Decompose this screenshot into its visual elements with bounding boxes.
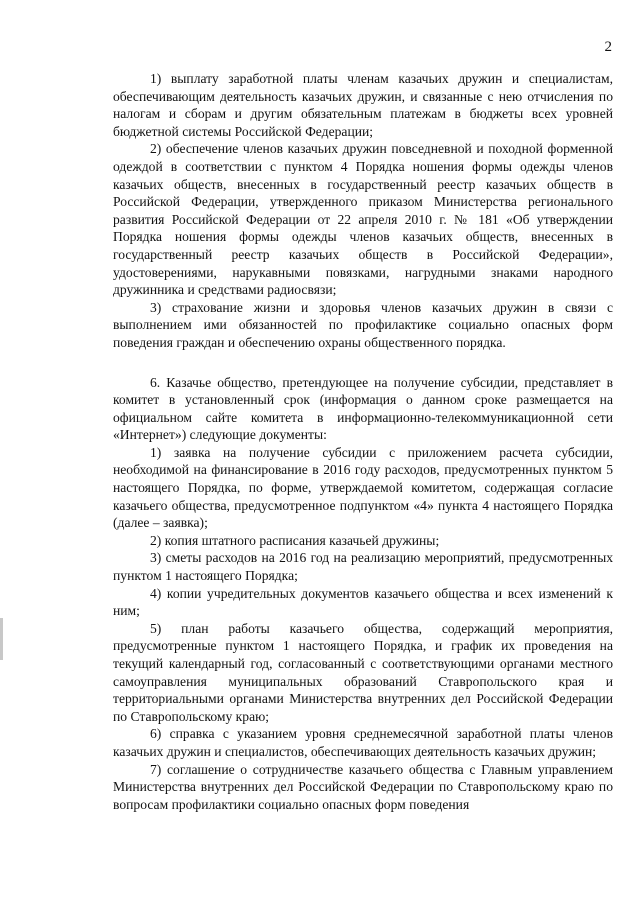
document-body bbox=[113, 70, 613, 813]
paragraph-section-6: 6. Казачье общество, претендующее на получение субсидии, представляет в комитет в установленный срок (информация о данном сроке размещается на официальном сайте комитета в информационно-телекоммуникационной сети «Интернет») следующие документы: bbox=[113, 374, 613, 443]
paragraph-doc-5-work-plan: 5) план работы казачьего общества, содержащий мероприятия, предусмотренные пунктом 1 настоящего Порядка, и график их проведения на текущий календарный год, согласованный с соответствующими органами местного самоуправления муниципальных образований Ставропольского края и территориальными органами Министерства внутренних дел Российской Федерации по Ставропольскому краю; bbox=[113, 620, 613, 724]
section-spacer bbox=[113, 352, 613, 374]
paragraph-payroll: 1) выплату заработной платы членам казачьих дружин и специалистам, обеспечивающим деятельность казачьих дружин, и связанные с нею отчисления по налогам и сборам и другим обязательным платежам в бюджеты всех уровней бюджетной системы Российской Федерации; bbox=[113, 71, 613, 139]
paragraph-doc-1-application: 1) заявка на получение субсидии с приложением расчета субсидии, необходимой на финансирование в 2016 году расходов, предусмотренных пунктом 5 настоящего Порядка, по форме, утверждаемой комитетом, содержащая согласие казачьего общества, предусмотренное подпунктом «4» пункта 4 настоящего Порядка (далее – заявка); bbox=[113, 444, 613, 531]
page-number: 2 bbox=[604, 39, 612, 55]
paragraph-doc-6-salary-certificate: 6) справка с указанием уровня среднемесячной заработной платы членов казачьих дружин и специалистов, обеспечивающих деятельность казачьих дружин; bbox=[113, 726, 613, 759]
paragraph-uniform: 2) обеспечение членов казачьих дружин повседневной и походной форменной одеждой в соответствии с пунктом 4 Порядка ношения формы одежды членов казачьих обществ, внесенных в государственный реестр казачьих обществ в Российской Федерации, утвержденного приказом Министерства регионального развития Российской Федерации от 22 апреля 2010 г. № 181 «Об утверждении Порядка ношения формы одежды членов казачьих обществ, внесенных в государственный реестр казачьих обществ в Российской Федерации», удостоверениями, нарукавными повязками, нагрудными знаками народного дружинника и средствами радиосвязи; bbox=[113, 141, 613, 298]
paragraph-doc-7-cooperation-agreement: 7) соглашение о сотрудничестве казачьего общества с Главным управлением Министерства внутренних дел Российской Федерации по Ставропольскому краю по вопросам профилактики социально опасных форм поведения bbox=[113, 761, 613, 812]
scan-margin-mark bbox=[0, 618, 3, 660]
paragraph-doc-4-founding-documents: 4) копии учредительных документов казачьего общества и всех изменений к ним; bbox=[113, 585, 613, 619]
paragraph-doc-2-staff-schedule: 2) копия штатного расписания казачьей дружины; bbox=[150, 532, 440, 548]
paragraph-doc-3-budget-estimates: 3) сметы расходов на 2016 год на реализацию мероприятий, предусмотренных пунктом 1 настоящего Порядка; bbox=[113, 550, 613, 584]
paragraph-insurance: 3) страхование жизни и здоровья членов казачьих дружин в связи с выполнением ими обязанностей по профилактике социально опасных форм поведения граждан и обеспечению охраны общественного порядка. bbox=[113, 299, 613, 350]
